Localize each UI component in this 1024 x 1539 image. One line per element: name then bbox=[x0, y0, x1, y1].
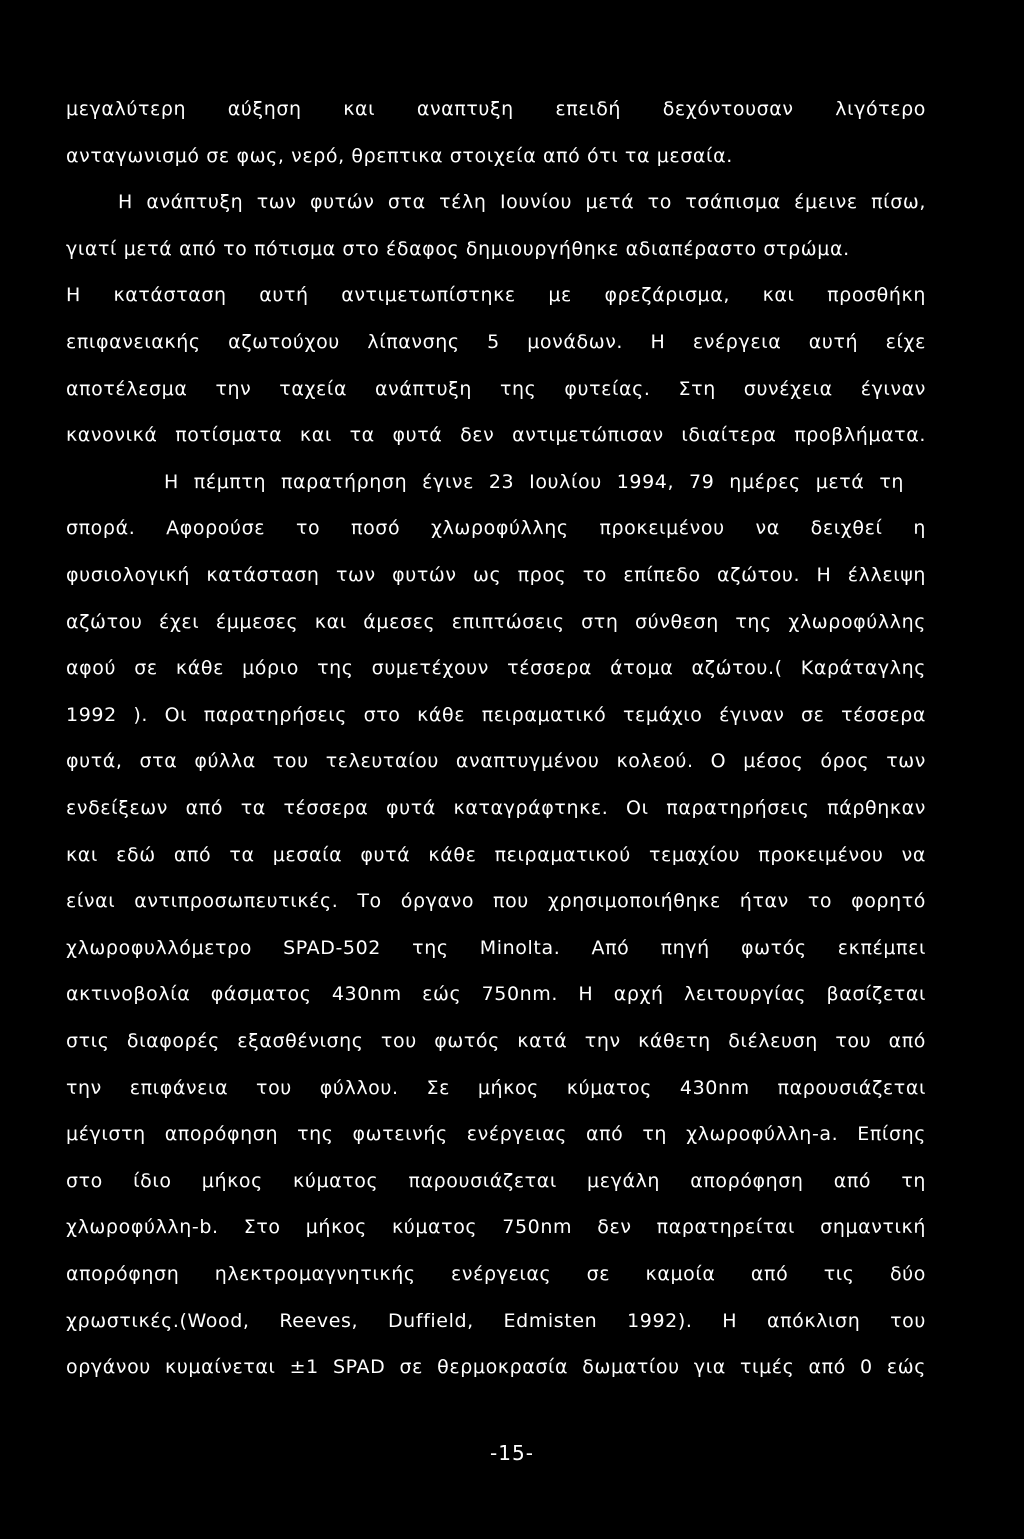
text-line: σπορά. Αφορούσε το ποσό χλωροφύλλης προκειμένου να δειχθεί η bbox=[66, 517, 926, 539]
text-line: Η πέμπτη παρατήρηση έγινε 23 Ιουλίου 1994, 79 ημέρες μετά τη bbox=[164, 471, 904, 493]
text-line: αζώτου έχει έμμεσες και άμεσες επιπτώσεις στη σύνθεση της χλωροφύλλης bbox=[66, 611, 926, 633]
text-line: Η κατάσταση αυτή αντιμετωπίστηκε με φρεζάρισμα, και προσθήκη bbox=[66, 284, 926, 306]
page-number: -15- bbox=[490, 1441, 534, 1465]
text-line: και εδώ από τα μεσαία φυτά κάθε πειραματικού τεμαχίου προκειμένου να bbox=[66, 844, 926, 866]
text-line: μεγαλύτερη αύξηση και αναπτυξη επειδή δεχόντουσαν λιγότερο bbox=[66, 98, 926, 120]
text-line: αποτέλεσμα την ταχεία ανάπτυξη της φυτείας. Στη συνέχεια έγιναν bbox=[66, 378, 926, 400]
text-line: κανονικά ποτίσματα και τα φυτά δεν αντιμετώπισαν ιδιαίτερα προβλήματα. bbox=[66, 424, 926, 446]
text-line: ακτινοβολία φάσματος 430nm εώς 750nm. Η αρχή λειτουργίας βασίζεται bbox=[66, 983, 926, 1005]
text-line: επιφανειακής αζωτούχου λίπανσης 5 μονάδων. Η ενέργεια αυτή είχε bbox=[66, 331, 926, 353]
text-line: χλωροφυλλόμετρο SPAD-502 της Minolta. Από πηγή φωτός εκπέμπει bbox=[66, 937, 926, 959]
text-line: ανταγωνισμό σε φως, νερό, θρεπτικα στοιχεία από ότι τα μεσαία. bbox=[66, 145, 733, 167]
text-line: στο ίδιο μήκος κύματος παρουσιάζεται μεγάλη απορόφηση από τη bbox=[66, 1170, 926, 1192]
text-line: Η ανάπτυξη των φυτών στα τέλη Ιουνίου μετά το τσάπισμα έμεινε πίσω, bbox=[118, 191, 926, 213]
text-line: φυσιολογική κατάσταση των φυτών ως προς το επίπεδο αζώτου. Η έλλειψη bbox=[66, 564, 926, 586]
text-line: μέγιστη απορόφηση της φωτεινής ενέργειας από τη χλωροφύλλη-a. Επίσης bbox=[66, 1123, 926, 1145]
text-line: χλωροφύλλη-b. Στο μήκος κύματος 750nm δεν παρατηρείται σημαντική bbox=[66, 1216, 926, 1238]
text-line: οργάνου κυμαίνεται ±1 SPAD σε θερμοκρασία δωματίου για τιμές από 0 εώς bbox=[66, 1356, 926, 1378]
text-line: ενδείξεων από τα τέσσερα φυτά καταγράφτηκε. Οι παρατηρήσεις πάρθηκαν bbox=[66, 797, 926, 819]
text-line: αφού σε κάθε μόριο της συμετέχουν τέσσερα άτομα αζώτου.( Καράταγλης bbox=[66, 657, 926, 679]
text-line: φυτά, στα φύλλα του τελευταίου αναπτυγμένου κολεού. Ο μέσος όρος των bbox=[66, 750, 926, 772]
text-line: γιατί μετά από το πότισμα στο έδαφος δημιουργήθηκε αδιαπέραστο στρώμα. bbox=[66, 238, 850, 260]
text-line: απορόφηση ηλεκτρομαγνητικής ενέργειας σε καμοία από τις δύο bbox=[66, 1263, 926, 1285]
text-line: 1992 ). Οι παρατηρήσεις στο κάθε πειραματικό τεμάχιο έγιναν σε τέσσερα bbox=[66, 704, 926, 726]
text-line: στις διαφορές εξασθένισης του φωτός κατά την κάθετη διέλευση του από bbox=[66, 1030, 926, 1052]
text-line: την επιφάνεια του φύλλου. Σε μήκος κύματος 430nm παρουσιάζεται bbox=[66, 1077, 926, 1099]
text-line: χρωστικές.(Wood, Reeves, Duffield, Edmisten 1992). Η απόκλιση του bbox=[66, 1310, 926, 1332]
text-line: είναι αντιπροσωπευτικές. Το όργανο που χρησιμοποιήθηκε ήταν το φορητό bbox=[66, 890, 926, 912]
